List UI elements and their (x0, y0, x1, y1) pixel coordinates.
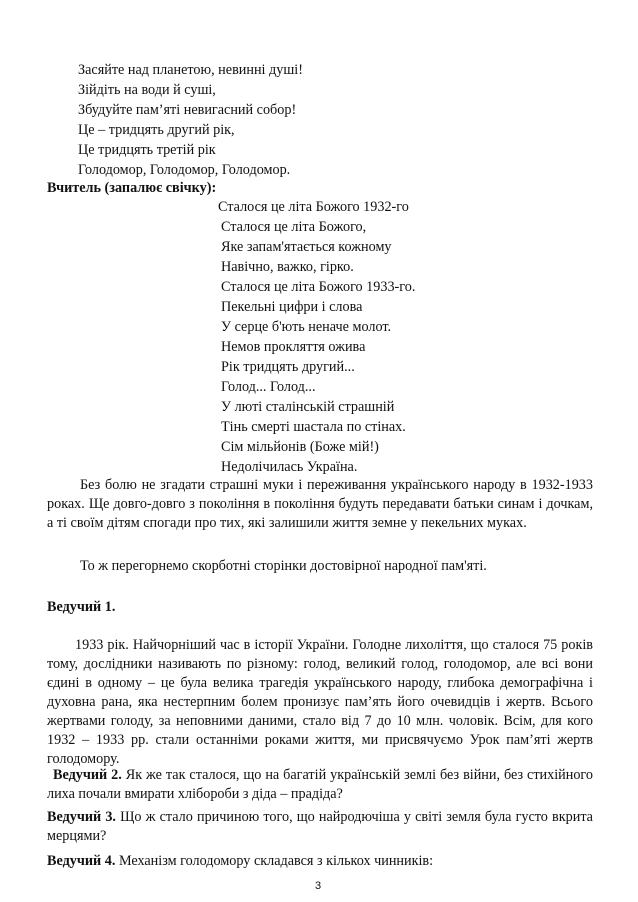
host1-label: Ведучий 1. (47, 599, 116, 615)
paragraph-turn-pages: То ж перегорнемо скорботні сторінки достовірної народної пам'яті. (80, 558, 487, 574)
poem-center-line-7: У серце б'ють неначе молот. (221, 319, 392, 335)
poem-center-line-10: Голод... Голод... (221, 379, 316, 395)
page-number: 3 (315, 880, 322, 892)
poem-top-line-5: Це тридцять третій рік (78, 142, 216, 158)
paragraph-host3 (47, 808, 593, 846)
poem-top-line-4: Це – тридцять другий рік, (78, 122, 235, 138)
teacher-label: Вчитель (запалює свічку): (47, 180, 217, 196)
host3-text: Що ж стало причиною того, що найродючіша у світі земля була густо вкрита мерцями? (47, 809, 593, 844)
poem-center-line-12: Тінь смерті шастала по стінах. (221, 419, 406, 435)
paragraph-host1: 1933 рік. Найчорніший час в історії України. Голодне лихоліття, що сталося 75 років тому, дослідники називають по різному: голод, великий голод, голодомор, але всі вони єдині в одному – це була велика трагедія українського народу, глибока демографічна і духовна рана, яка нестерпним болем пронизує пам’ять його очевидців і жертв. Всього жертвами голоду, за неповними даними, стало від 7 до 10 млн. чоловік. Всім, для кого 1932 – 1933 рр. стали останніми роками життя, ми присвячуємо Урок пам’яті жертв голодомору. (47, 637, 593, 767)
poem-top-line-3: Збудуйте пам’яті невигасний собор! (78, 102, 297, 118)
paragraph-intro: Без болю не згадати страшні муки і переживання українського народу в 1932-1933 роках. Ще довго-довго з покоління в покоління будуть передавати батьки синам і дочкам, а ті своїм дітям спогади про тих, які залишили життя земне у пекельних муках. (47, 477, 593, 531)
poem-center-line-1: Сталося це літа Божого 1932-го (218, 199, 409, 215)
host4-text: Механізм голодомору складався з кількох чинників: (118, 853, 434, 869)
poem-top-line-1: Засяйте над планетою, невинні душі! (78, 62, 303, 78)
poem-center-line-2: Сталося це літа Божого, (221, 219, 367, 235)
host2-label: Ведучий 2. (53, 767, 122, 783)
host4-label: Ведучий 4. (47, 853, 116, 869)
poem-center-line-9: Рік тридцять другий... (221, 359, 355, 375)
poem-top-line-6: Голодомор, Голодомор, Голодомор. (78, 162, 291, 178)
poem-center-line-13: Сім мільйонів (Боже мій!) (221, 439, 379, 455)
poem-center-line-5: Сталося це літа Божого 1933-го. (221, 279, 416, 295)
poem-center-line-8: Немов прокляття ожива (221, 339, 366, 355)
poem-center-line-11: У люті сталінській страшній (221, 399, 395, 415)
host3-label: Ведучий 3. (47, 809, 116, 825)
poem-center-line-3: Яке запам'ятається кожному (221, 239, 392, 255)
paragraph-host2 (47, 766, 593, 804)
paragraph-host4 (47, 852, 593, 871)
poem-top-line-2: Зійдіть на води й суші, (78, 82, 216, 98)
poem-center-line-6: Пекельні цифри і слова (221, 299, 363, 315)
poem-center-line-14: Недолічилась Україна. (221, 459, 358, 475)
host2-text: Як же так сталося, що на багатій українській землі без війни, без стихійного лиха почали вмирати хлібороби з діда – прадіда? (47, 767, 593, 802)
poem-center-line-4: Навічно, важко, гірко. (221, 259, 354, 275)
